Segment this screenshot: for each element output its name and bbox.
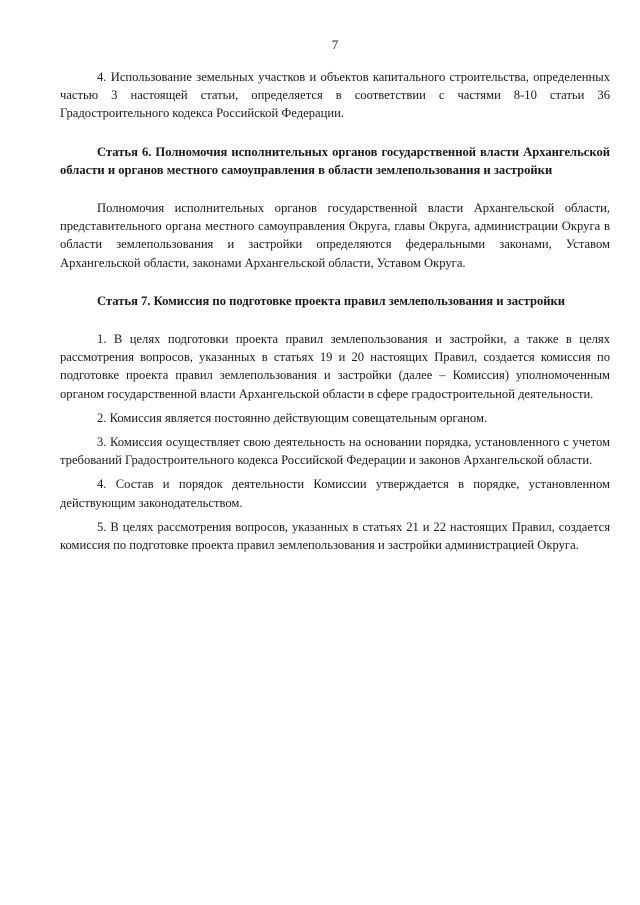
spacer bbox=[60, 272, 610, 292]
paragraph-article7-item4: 4. Состав и порядок деятельности Комиссии утверждается в порядке, установленном действующим законодательством. bbox=[60, 477, 610, 510]
paragraph-article7-item3: 3. Комиссия осуществляет свою деятельность на основании порядка, установленного с учетом требований Градостроительного кодекса Российской Федерации и законов Архангельской области. bbox=[60, 435, 610, 468]
page-number: 7 bbox=[331, 37, 339, 52]
paragraph-article7-item2: 2. Комиссия является постоянно действующим совещательным органом. bbox=[97, 410, 488, 425]
paragraph-article5-item4: 4. Использование земельных участков и объектов капитального строительства, определенных частью 3 настоящей статьи, определяется в соответствии с частями 8-10 статьи 36 Градостроительного кодекса Российской Федерации. bbox=[60, 70, 610, 121]
paragraph-article7-item1: 1. В целях подготовки проекта правил землепользования и застройки, а также в целях рассмотрения вопросов, указанных в статьях 19 и 20 настоящих Правил, создается комиссия по подготовке проекта правил землепользования и застройки (далее – Комиссия) уполномоченным органом государственной власти Архангельской области в сфере градостроительной деятельности. bbox=[60, 332, 610, 401]
paragraph-article7-item5: 5. В целях рассмотрения вопросов, указанных в статьях 21 и 22 настоящих Правил, создается комиссия по подготовке проекта правил землепользования и застройки администрацией Округа. bbox=[60, 519, 610, 553]
heading-article-6: Статья 6. Полномочия исполнительных органов государственной власти Архангельской области и органов местного самоуправления в области землепользования и застройки bbox=[60, 144, 610, 177]
paragraph-article6-body: Полномочия исполнительных органов государственной власти Архангельской области, представительного органа местного самоуправления Округа, главы Округа, администрации Округа в области землепользования и застройки определяются федеральными законами, Уставом Архангельской области, законами Архангельской области, Уставом Округа. bbox=[60, 201, 610, 270]
document-page bbox=[60, 0, 610, 905]
heading-article-7: Статья 7. Комиссия по подготовке проекта правил землепользования и застройки bbox=[97, 293, 566, 308]
spacer bbox=[60, 123, 610, 143]
spacer bbox=[60, 179, 610, 199]
document-body bbox=[60, 68, 610, 554]
spacer bbox=[60, 310, 610, 330]
